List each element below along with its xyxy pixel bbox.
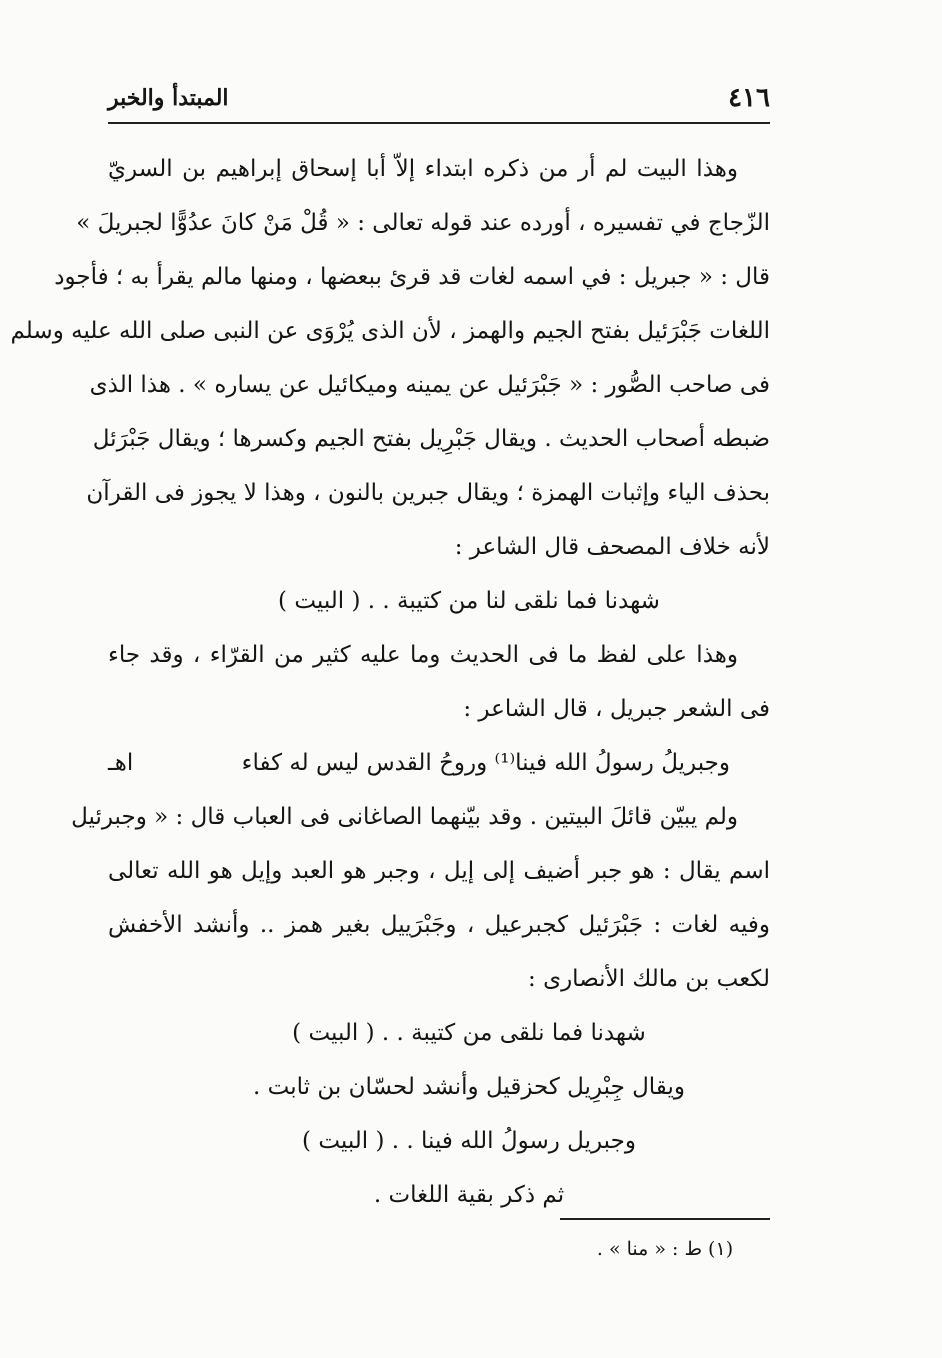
line-text: قال : « جبريل : في اسمه لغات قد قرئ ببعضها ، ومنها مالم يقرأ به ؛ فأجود — [54, 264, 770, 290]
line-text: شهدنا فما نلقى من كتيبة . . ( البيت ) — [292, 1020, 646, 1046]
text-line — [108, 628, 770, 682]
line-text: ثم ذكر بقية اللغات . — [373, 1182, 565, 1208]
line-tail: اهـ — [108, 750, 134, 776]
text-line — [108, 1114, 770, 1168]
text-line — [108, 1006, 770, 1060]
line-text: وهذا البيت لم أر من ذكره ابتداء إلاّ أبا إسحاق إبراهيم بن السريّ — [108, 156, 738, 182]
line-text: ولم يبيّن قائلَ البيتين . وقد بيّنهما الصاغانى فى العباب قال : « وجبرئيل — [71, 804, 738, 830]
text-line — [92, 412, 770, 466]
text-line — [108, 736, 770, 790]
line-text: وفيه لغات : جَبْرَئيل كجبرعيل ، وجَبْرَييل بغير همز .. وأنشد الأخفش — [108, 912, 770, 938]
text-line — [108, 898, 770, 952]
text-line — [108, 682, 770, 736]
line-text: وجبريل رسولُ الله فينا . . ( البيت ) — [302, 1128, 636, 1154]
line-text: الزّجاج في تفسيره ، أورده عند قوله تعالى : « قُلْ مَنْ كانَ عدُوًّا لجبريلَ » — [76, 210, 770, 236]
line-text: ضبطه أصحاب الحديث . ويقال جَبْرِيل بفتح الجيم وكسرها ؛ ويقال جَبْرَئل — [92, 426, 770, 452]
line-text: ويقال جِبْرِيل كحزقيل وأنشد لحسّان بن ثابت . — [253, 1074, 685, 1100]
line-text: وهذا على لفظ ما فى الحديث وما عليه كثير من القرّاء ، وقد جاء — [108, 642, 738, 668]
text-line — [71, 790, 770, 844]
text-line — [108, 520, 770, 574]
footnote: (١) ط : « منا » . — [596, 1238, 734, 1260]
line-text: لكعب بن مالك الأنصارى : — [528, 966, 770, 992]
text-line — [108, 844, 770, 898]
text-line — [10, 304, 770, 358]
line-text: اسم يقال : هو جبر أضيف إلى إيل ، وجبر هو العبد وإيل هو الله تعالى — [108, 858, 770, 884]
text-line — [108, 1060, 770, 1114]
page-header — [108, 78, 770, 118]
line-text: اللغات جَبْرَئيل بفتح الجيم والهمز ، لأن الذى يُرْوَى عن النبى صلى الله عليه وسلم — [10, 318, 770, 344]
line-text: فى صاحب الصُّور : « جَبْرَئيل عن يمينه وميكائيل عن يساره » . هذا الذى — [89, 372, 770, 398]
page-number: ٤١٦ — [728, 83, 770, 113]
header-rule — [108, 122, 770, 124]
text-line — [54, 250, 770, 304]
line-text: فى الشعر جبريل ، قال الشاعر : — [463, 696, 770, 722]
text-line — [76, 196, 770, 250]
text-line — [108, 142, 770, 196]
text-line — [108, 1168, 770, 1222]
footnote-rule — [560, 1218, 770, 1220]
text-line — [108, 952, 770, 1006]
text-line — [108, 574, 770, 628]
running-title: المبتدأ والخبر — [108, 85, 229, 111]
line-text: وجبريلُ رسولُ الله فينا⁽¹⁾ وروحُ القدس ليس له كفاء — [241, 750, 730, 776]
line-text: شهدنا فما نلقى لنا من كتيبة . . ( البيت ) — [278, 588, 660, 614]
text-line — [89, 358, 770, 412]
line-text: لأنه خلاف المصحف قال الشاعر : — [454, 534, 770, 560]
body-text — [10, 142, 770, 1222]
text-line — [86, 466, 770, 520]
line-text: بحذف الياء وإثبات الهمزة ؛ ويقال جبرين بالنون ، وهذا لا يجوز فى القرآن — [86, 480, 770, 506]
